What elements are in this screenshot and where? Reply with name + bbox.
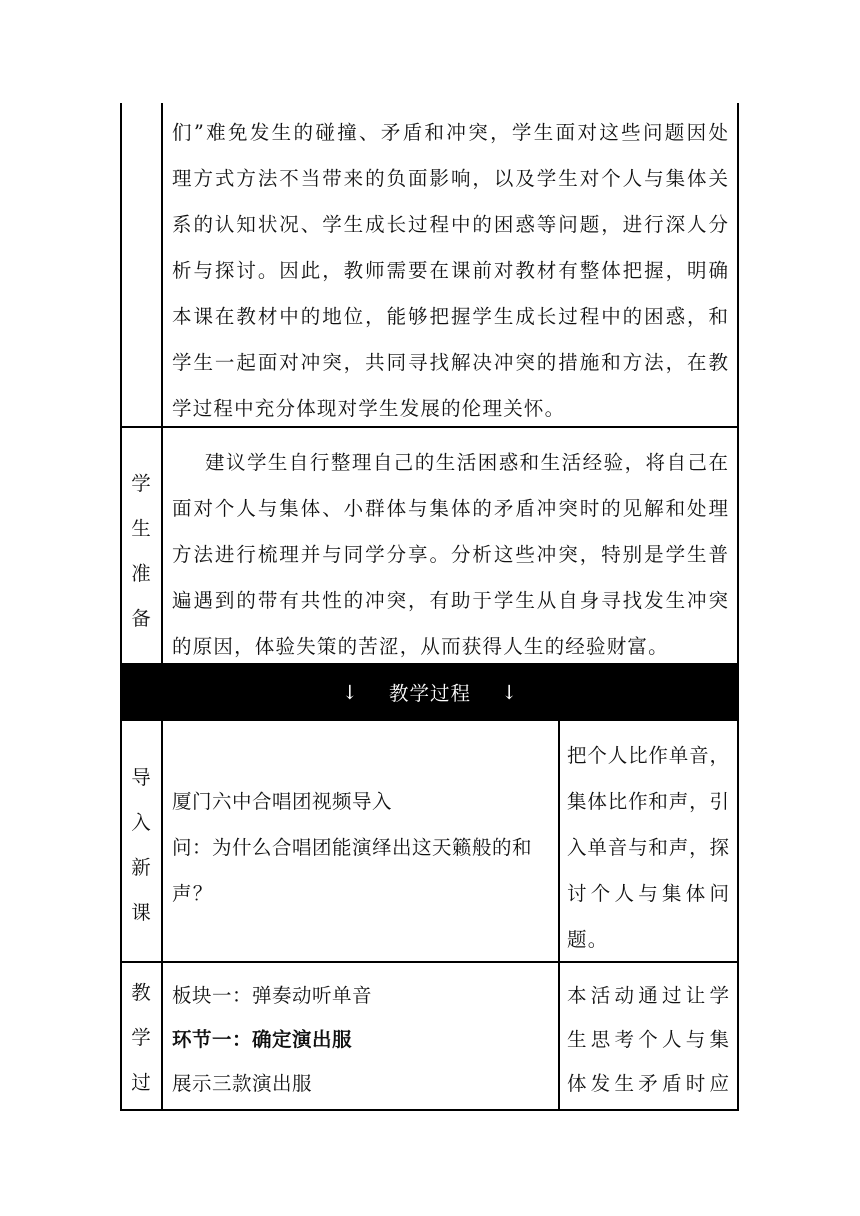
- row-divider-1: [120, 426, 739, 428]
- module-heading: 板块一：弹奏动听单音: [172, 984, 373, 1007]
- note-line: 题。: [567, 928, 609, 951]
- paragraph-line: 系的认知状况、学生成长过程中的困惑等问题，进行深人分: [172, 213, 728, 236]
- note-line: 体发生矛盾时应: [567, 1072, 729, 1095]
- note-line: 讨个人与集体问: [567, 882, 729, 905]
- note-line: 本活动通过让学: [567, 984, 729, 1007]
- paragraph-line: 面对个人与集体、小群体与集体的矛盾冲突时的见解和处理: [172, 497, 728, 520]
- content-line: 厦门六中合唱团视频导入: [172, 790, 393, 813]
- step-heading: 环节一：确定演出服: [172, 1028, 353, 1051]
- note-line: 把个人比作单音，: [567, 744, 729, 767]
- label-column-divider: [161, 103, 163, 1111]
- paragraph-line: 学生一起面对冲突，共同寻找解决冲突的措施和方法，在教: [172, 351, 728, 374]
- note-line: 生思考个人与集: [567, 1028, 729, 1051]
- paragraph-line: 建议学生自行整理自己的生活困惑和生活经验，将自己在: [205, 451, 728, 474]
- paragraph-line: 本课在教材中的地位，能够把握学生成长过程中的困惑，和: [172, 305, 728, 328]
- arrow-down-icon: ↓: [501, 680, 519, 704]
- paragraph-line: 的原因，体验失策的苦涩，从而获得人生的经验财富。: [172, 635, 669, 658]
- teaching-process-banner: [121, 663, 739, 721]
- paragraph-line: 理方式方法不当带来的负面影响，以及学生对个人与集体关: [172, 167, 728, 190]
- paragraph-line: 析与探讨。因此，教师需要在课前对教材有整体把握，明确: [172, 259, 728, 282]
- student-prep-label: 学 生 准 备: [131, 472, 151, 630]
- intro-new-lesson-label: 导 入 新 课: [131, 766, 151, 924]
- note-line: 入单音与和声，探: [567, 836, 729, 859]
- content-line: 展示三款演出服: [172, 1072, 313, 1095]
- table-bottom-border: [120, 1109, 739, 1111]
- banner-title: 教学过程: [388, 682, 471, 705]
- paragraph-line: 方法进行梳理并与同学分享。分析这些冲突，特别是学生普: [172, 543, 728, 566]
- paragraph-line: 学过程中充分体现对学生发展的伦理关怀。: [172, 397, 566, 420]
- paragraph-line: 遍遇到的带有共性的冲突，有助于学生从自身寻找发生冲突: [172, 589, 728, 612]
- arrow-down-icon: ↓: [341, 680, 359, 704]
- row-divider-2: [120, 961, 739, 963]
- content-line: 问：为什么合唱团能演绎出这天籁般的和: [172, 836, 533, 859]
- paragraph-line: 们”难免发生的碰撞、矛盾和冲突，学生面对这些问题因处: [172, 121, 728, 144]
- note-column-divider: [558, 721, 560, 1111]
- teaching-process-label: 教 学 过: [131, 981, 151, 1094]
- table-right-border: [737, 103, 739, 1111]
- content-line: 声？: [172, 882, 214, 905]
- note-line: 集体比作和声，引: [567, 790, 729, 813]
